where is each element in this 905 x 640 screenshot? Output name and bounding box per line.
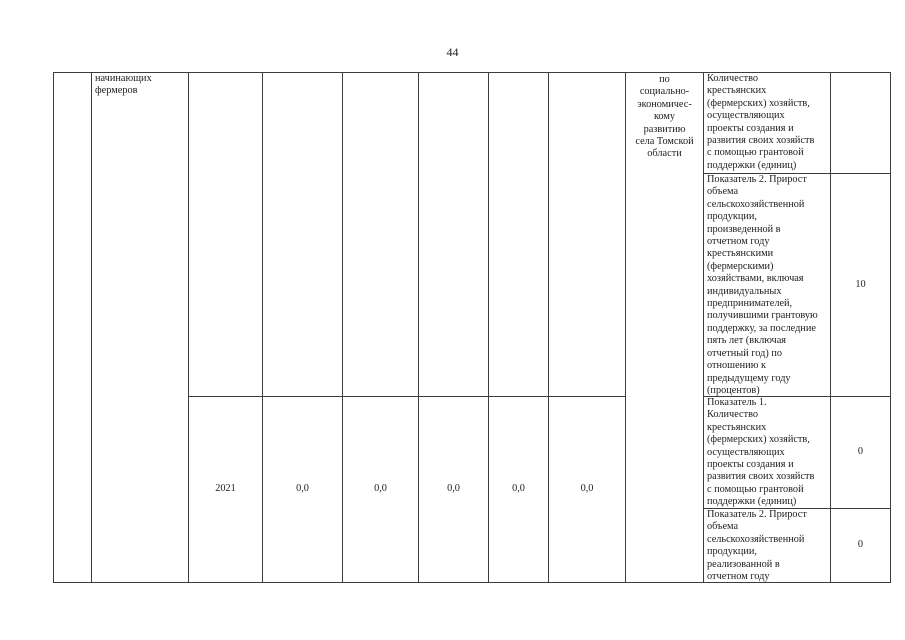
document-table: [53, 72, 891, 583]
executor-cell: [626, 73, 704, 583]
executor-label: по социально- экономичес- кому развитию села Томской области: [635, 74, 694, 160]
amount-cell: [549, 73, 626, 397]
indicator-value: 0: [857, 539, 864, 551]
indicator-value-cell: [831, 509, 891, 583]
indicator-cell: [704, 73, 831, 174]
indicator-value: 0: [857, 446, 864, 458]
amount-cell: [489, 397, 549, 583]
amount-value: 0,0: [296, 483, 309, 495]
indicator-label: Количество крестьянских (фермерских) хозяйств, осуществляющих проекты создания и развития своих хозяйств с помощью грантовой поддержки (единиц): [707, 73, 815, 171]
indicator-cell: [704, 509, 831, 583]
indicator-value-cell: [831, 174, 891, 397]
row-number-cell: [54, 73, 92, 583]
indicator-cell: [704, 174, 831, 397]
amount-value: 0,0: [580, 483, 594, 495]
indicator-value-cell: [831, 73, 891, 174]
amount-cell: [263, 397, 343, 583]
year-label: 2021: [215, 483, 236, 495]
amount-value: 0,0: [512, 483, 525, 495]
indicator-value-cell: [831, 397, 891, 509]
amount-cell: [419, 73, 489, 397]
indicator-label: Показатель 2. Прирост объема сельскохозяйственной продукции, произведенной в отчетном году крестьянскими (фермерскими) хозяйствами, включая индивидуальных предпринимателей, получившими грантовую поддержку, за последние пять лет (включая отчетный год) по отношению к предыдущему году (процентов): [707, 174, 818, 396]
indicator-label: Показатель 2. Прирост объема сельскохозяйственной продукции, реализованной в отчетном году: [707, 509, 807, 583]
amount-cell: [263, 73, 343, 397]
year-cell: [189, 397, 263, 583]
task-name-cell: [92, 73, 189, 583]
amount-value: 0,0: [447, 483, 460, 495]
amount-cell: [489, 73, 549, 397]
amount-cell: [549, 397, 626, 583]
task-name-label: начинающих фермеров: [95, 73, 152, 97]
year-cell: [189, 73, 263, 397]
amount-cell: [343, 73, 419, 397]
amount-cell: [419, 397, 489, 583]
indicator-label: Показатель 1. Количество крестьянских (фермерских) хозяйств, осуществляющих проекты создания и развития своих хозяйств с помощью грантовой поддержки (единиц): [707, 397, 815, 508]
amount-value: 0,0: [374, 483, 387, 495]
page-number: 44: [446, 45, 459, 59]
amount-cell: [343, 397, 419, 583]
indicator-cell: [704, 397, 831, 509]
indicator-value: 10: [855, 278, 866, 290]
